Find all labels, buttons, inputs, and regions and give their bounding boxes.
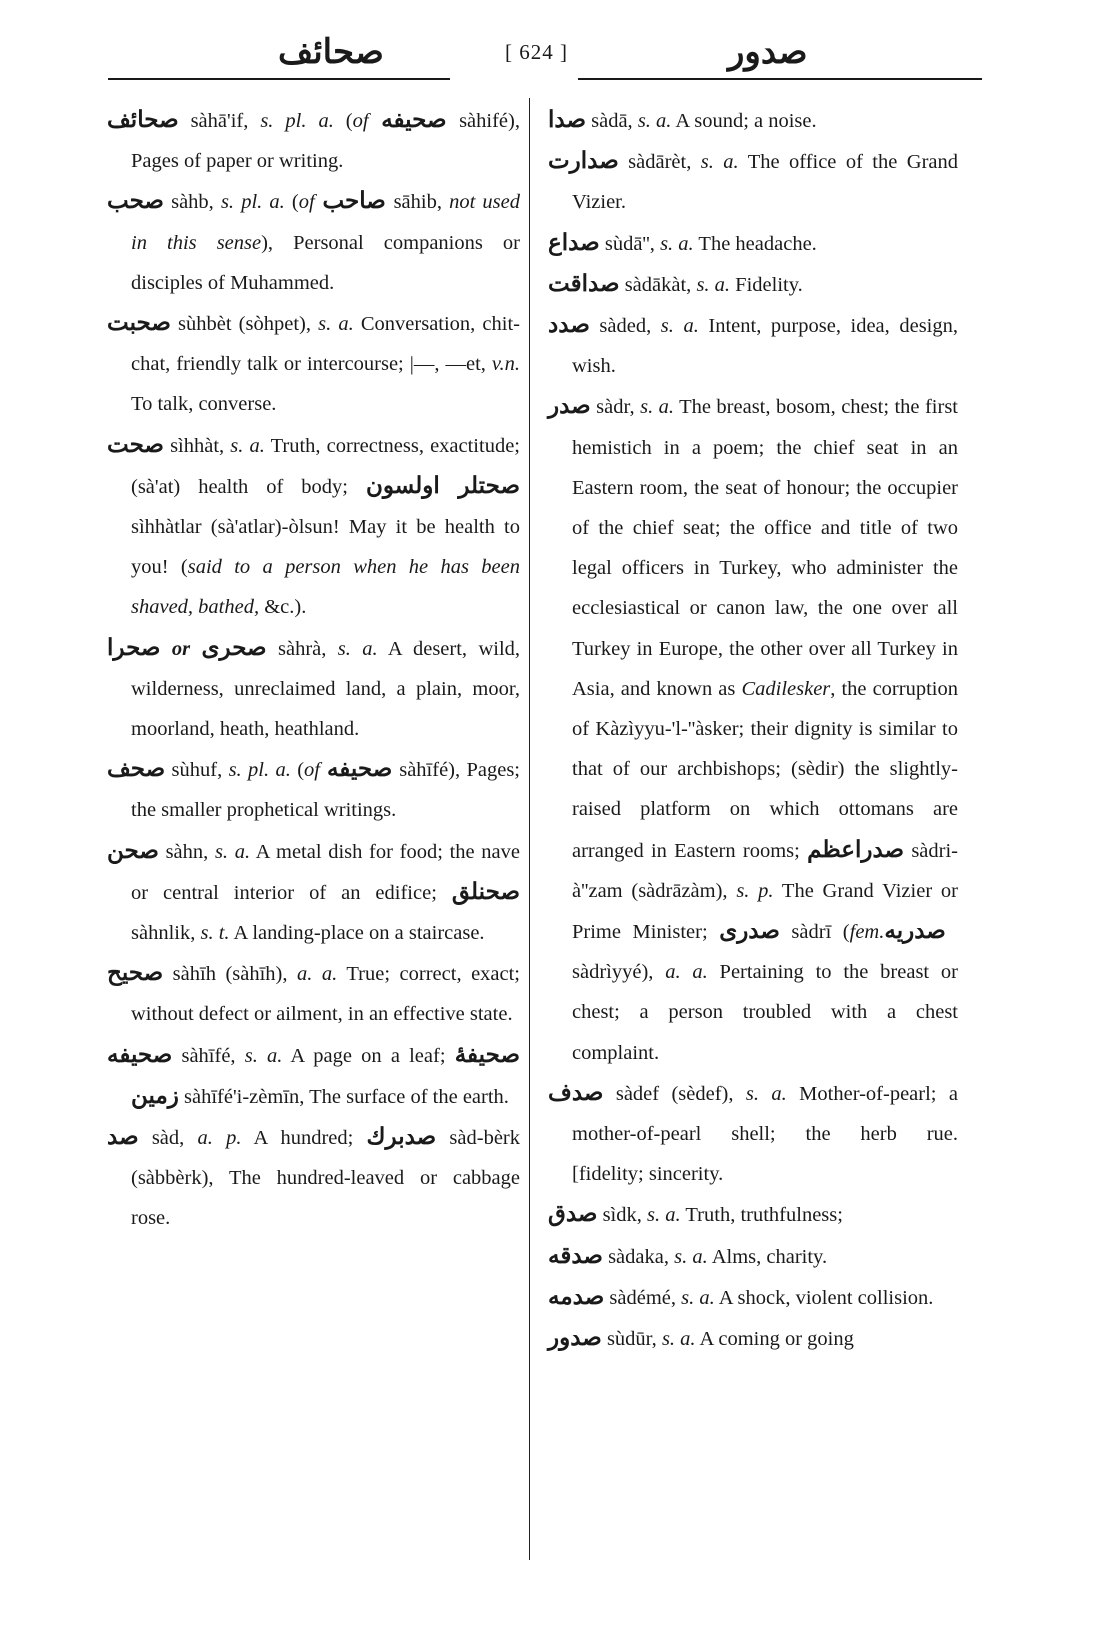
entry-text: A metal dish for food; the nave or central interior of an edifice; (131, 840, 521, 904)
dictionary-entry (548, 1318, 958, 1359)
entry-italic: of (352, 110, 369, 132)
arabic-headword: صحائف (107, 107, 179, 132)
entry-italic: of (298, 191, 315, 214)
entry-text: To talk, converse. (131, 393, 277, 416)
arabic-term: صدری (719, 918, 780, 944)
entry-italic: s. pl. a. (260, 110, 334, 132)
arabic-headword: صدور (548, 1325, 602, 1351)
entry-text: sàhb, (163, 191, 221, 214)
arabic-term: صدبرك (366, 1124, 437, 1150)
arabic-term: صدراعظم (807, 836, 905, 862)
arabic-headword: صدف (548, 1079, 604, 1105)
dictionary-entry (548, 386, 958, 1072)
entry-text: &c.). (259, 596, 307, 619)
entry-text: True; correct, exact; without defect or ailment, in an effective state. (131, 963, 521, 1026)
entry-text: sàhīfé, (172, 1044, 245, 1067)
entry-text: sìhhàt, (163, 434, 231, 457)
entry-text: , the corruption of Kàzìyyu-'l-''àsker; their dignity is similar to that of our archbishops; (sèdir) the slightly-raised platform on which ottomans are arranged in Eastern rooms; (572, 677, 958, 862)
entry-text: sàdrī ( (779, 921, 850, 944)
entry-text: The headache. (693, 232, 817, 255)
entry-italic: fem. (849, 921, 885, 944)
entry-italic: s. a. (700, 151, 739, 174)
right-column (548, 100, 1010, 1359)
entry-text: sùhuf, (165, 759, 229, 782)
arabic-headword: صدقه (548, 1242, 603, 1268)
entry-text: sàdef (sèdef), (603, 1082, 746, 1105)
dictionary-entry (107, 100, 520, 181)
arabic-headword: صداقت (548, 270, 620, 296)
entry-text: Truth, correctness, exactitude; (sà'at) health of body; (131, 434, 520, 498)
entry-italic: Cadilesker (741, 677, 831, 700)
entry-italic: or (171, 637, 191, 660)
entry-italic: s. pl. a. (228, 759, 291, 782)
dictionary-entry (548, 1194, 958, 1235)
entry-italic: s. a. (660, 315, 699, 338)
header-rule-right (578, 78, 982, 80)
dictionary-entry (548, 141, 958, 222)
entry-text: sàhīh (sàhīh), (163, 963, 297, 986)
dictionary-entry (548, 1236, 958, 1277)
entry-text: Mother-of-pearl; a mother-of-pearl shell; the herb rue. [fidelity; sincerity. (572, 1082, 1010, 1186)
entry-italic: s. a. (661, 1328, 696, 1351)
entry-italic: s. a. (660, 232, 694, 255)
arabic-headword: صدر (548, 393, 591, 419)
dictionary-entry (548, 264, 958, 305)
arabic-headword: صدق (548, 1201, 598, 1227)
entry-text: sāhib, (393, 191, 450, 214)
entry-italic: of (304, 759, 320, 782)
arabic-headword: صداع (548, 229, 600, 255)
arabic-headword: صد (107, 1124, 139, 1150)
entry-text: A landing-place on a staircase. (229, 922, 485, 945)
dictionary-entry (107, 1117, 520, 1239)
entry-italic: s. a. (696, 273, 731, 296)
entry-text: sàdaka, (602, 1245, 675, 1268)
entry-text: Fidelity. (730, 273, 803, 296)
entry-text: ( (333, 110, 353, 132)
entry-italic: s. a. (244, 1044, 283, 1067)
entry-text: sàhīfé'i-zèmīn, The surface of the earth. (178, 1085, 509, 1108)
dictionary-entry (107, 953, 520, 1034)
entry-text: ), Personal companions or disciples of Muhammed. (131, 231, 521, 294)
arabic-term: صحری (201, 634, 267, 660)
entry-text: sàd, (138, 1127, 198, 1150)
page-number: [ 624 ] (505, 40, 568, 64)
arabic-headword: صحب (107, 188, 164, 214)
arabic-headword: صحت (107, 431, 164, 457)
entry-italic: s. t. (200, 922, 230, 945)
dictionary-entry (107, 628, 520, 750)
entry-text: sàhā'if, (178, 110, 261, 132)
entry-text: sàhīfé), Pages; the smaller prophetical writings. (131, 759, 521, 822)
left-column (107, 100, 520, 1239)
entry-italic: s. a. (230, 434, 265, 457)
arabic-headword: صحیح (107, 960, 164, 986)
arabic-term: صحتلر اولسون (365, 472, 520, 498)
entry-text: sàdémé, (604, 1286, 682, 1309)
dictionary-entry (107, 749, 520, 830)
entry-text: sàdārèt, (618, 151, 701, 174)
entry-text: sàded, (589, 315, 661, 338)
arabic-term: صدریه (884, 918, 958, 944)
entry-text: A shock, violent collision. (714, 1286, 934, 1309)
arabic-term: صاحب (314, 188, 394, 214)
entry-italic: s. p. (736, 879, 774, 902)
entry-text: sàhnlik, (131, 922, 201, 945)
entry-text: A page on a leaf; (282, 1044, 455, 1067)
arabic-term: صحیفه (368, 107, 460, 132)
entry-text: sàdr, (590, 396, 641, 419)
entry-text: A hundred; (241, 1127, 367, 1150)
arabic-headword: صدد (548, 312, 590, 338)
entry-text: sìhhàtlar (sà'atlar)-òlsun! May it be health to you! ( (131, 516, 520, 579)
entry-text (190, 638, 201, 660)
dictionary-entry (107, 303, 520, 425)
entry-text: Pertaining to the breast or chest; a person troubled with a chest complaint. (572, 961, 958, 1064)
entry-italic: a. a. (297, 963, 338, 986)
entry-italic: a. a. (665, 961, 708, 984)
entry-text: sìdk, (597, 1204, 648, 1227)
column-divider (529, 98, 530, 1560)
arabic-headword: صحن (107, 837, 159, 863)
entry-italic: not used in this sense (131, 191, 520, 254)
entry-text: sàdrìyyé), (572, 961, 666, 984)
left-running-headword: صحائف (278, 34, 384, 71)
arabic-term: صحیفه (319, 756, 400, 782)
dictionary-entry (107, 181, 520, 303)
dictionary-entry (107, 831, 520, 954)
entry-text: sùdūr, (601, 1328, 662, 1351)
entry-text: sàhn, (158, 840, 215, 863)
entry-italic: s. a. (745, 1082, 787, 1105)
dictionary-entry (107, 1035, 520, 1117)
entry-italic: s. a. (640, 396, 675, 419)
arabic-headword: صحیفه (107, 1041, 173, 1067)
page-header (0, 30, 1113, 90)
arabic-headword: صحرا (107, 634, 161, 660)
arabic-headword: صحبت (107, 310, 171, 336)
arabic-term: صحیفهٔ زمین (131, 1041, 520, 1108)
dictionary-entry (548, 305, 958, 386)
entry-text: sàdā, (586, 110, 638, 132)
entry-italic: s. a. (681, 1286, 715, 1309)
entry-text (160, 638, 171, 660)
entry-italic: v.n. (491, 353, 520, 376)
entry-text: sàdākàt, (619, 273, 697, 296)
entry-italic: s. a. (674, 1245, 708, 1268)
dictionary-entry (548, 1073, 1010, 1195)
entry-text: Truth, truthfulness; (680, 1204, 843, 1227)
entry-text: A desert, wild, wilderness, unreclaimed land, a plain, moor, moorland, heath, heathland. (131, 637, 521, 741)
entry-text: sàdri-à''zam (sàdrāzàm), (572, 839, 958, 902)
entry-italic: s. pl. a. (220, 191, 285, 214)
entry-italic: s. a. (637, 110, 672, 132)
entry-text: ( (284, 191, 299, 214)
entry-italic: s. a. (647, 1204, 681, 1227)
entry-text: ( (290, 759, 305, 782)
entry-text: sùdā'', (599, 232, 661, 255)
entry-text: The office of the Grand Vizier. (572, 151, 958, 214)
entry-text: sàd-bèrk (sàbbèrk), The hundred-leaved or cabbage rose. (131, 1127, 520, 1230)
entry-italic: said to a person when he has been shaved, bathed, (131, 556, 520, 619)
entry-text: A coming or going (695, 1328, 854, 1351)
arabic-term: صحنلق (451, 878, 520, 904)
arabic-headword: صدمه (548, 1283, 605, 1309)
dictionary-entry (548, 1277, 958, 1318)
arabic-headword: صدارت (548, 148, 619, 174)
entry-italic: s. a. (214, 840, 251, 863)
entry-text: sùhbèt (sòhpet), (170, 313, 319, 336)
entry-text: Conversation, chit-chat, friendly talk or intercourse; |—, —et, (131, 313, 520, 376)
entry-text: The breast, bosom, chest; the first hemistich in a poem; the chief seat in an Eastern room, the seat of honour; the occupier of the chief seat; the office and title of two legal officers in Turkey, who administer the ecclesiastical or canon law, the one over all Turkey in Europe, the other over all Turkey in Asia, and known as (572, 396, 958, 700)
arabic-headword: صدا (548, 107, 586, 132)
header-rule-left (108, 78, 450, 80)
entry-text: Alms, charity. (707, 1245, 828, 1268)
right-running-headword: صدور (728, 34, 808, 71)
entry-text: The Grand Vizier or Prime Minister; (572, 879, 958, 944)
dictionary-entry (548, 100, 958, 141)
entry-italic: s. a. (318, 313, 354, 336)
entry-text: Intent, purpose, idea, design, wish. (572, 315, 958, 378)
entry-text: sàhrà, (266, 637, 338, 660)
dictionary-entry (107, 425, 520, 628)
entry-text: sàhifé), Pages of paper or writing. (131, 110, 520, 173)
dictionary-entry (548, 223, 958, 264)
arabic-headword: صحف (107, 756, 166, 782)
entry-text: A sound; a noise. (671, 110, 817, 132)
entry-italic: a. p. (197, 1127, 242, 1150)
entry-italic: s. a. (337, 637, 378, 660)
